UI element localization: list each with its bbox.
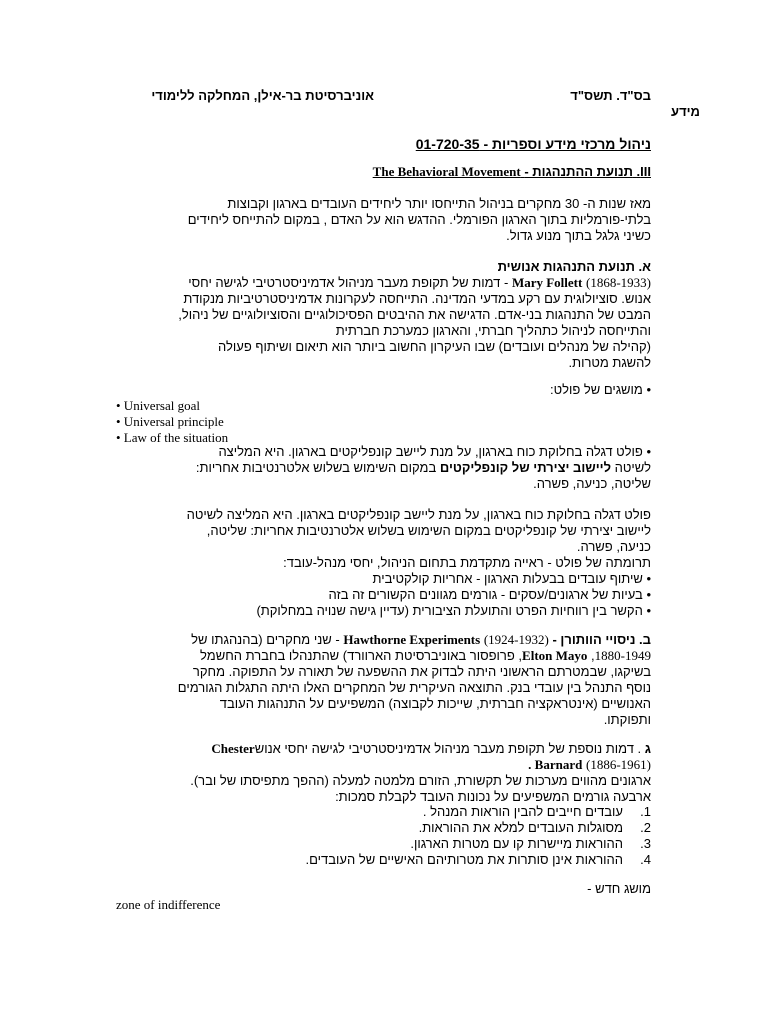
intro-line: בלתי-פורמליות בתוך הארגון הפורמלי. ההדגש הוא על האדם , במקום להתייחס ליחידים: [187, 212, 651, 227]
section-a-line: (קהילה של מנהלים ועובדים) שבו העיקרון החשוב ביותר הוא תיאום ושיתוף פעולה: [218, 339, 651, 354]
section-b-line: נוסף התנהל בין עובדי בנק. התוצאה העיקרית של המחקרים האלו היתה התגלות הגורמים: [177, 680, 651, 695]
follett-name: Mary Follett: [511, 275, 583, 290]
contrib-line: כניעה, פשרה.: [576, 539, 651, 554]
section-c: [116, 741, 651, 805]
section-3-heading-he: תנועת ההתנהגות -: [524, 164, 633, 179]
section-3-number: III.: [636, 164, 651, 179]
section-c-line: [116, 757, 651, 773]
follett-concepts-list: [116, 398, 416, 446]
contrib-line: • הקשר בין רווחיות הפרט והתועלת הציבורית (עדיין גישה שנויה במחלוקת): [256, 603, 651, 618]
section-b-line: ותפוקתו.: [603, 712, 651, 727]
list-text: ההוראות אינן סותרות את מטרותיהם האישיים של העובדים.: [305, 852, 623, 867]
conflict-line: • פולט דגלה בחלוקת כוח בארגון, על מנת ליישב קונפליקטים בארגון. היא המליצה: [218, 444, 651, 459]
conflict-line: [116, 460, 651, 476]
section-b-line: האנושיים (אינטראקציה חברתית, שייכות לקבוצה) המשפיעים על התנהגות העובד: [219, 696, 651, 711]
hawthorne-text: - שני מחקרים (בהנהגתו של: [191, 632, 340, 647]
authority-factors-list: [200, 804, 651, 868]
list-text: מסוגלות העובדים למלא את ההוראות.: [418, 820, 623, 835]
section-a-title: א. תנועת התנהגות אנושית: [497, 259, 651, 274]
list-item: [200, 820, 651, 836]
course-title: ניהול מרכזי מידע וספריות - 01-720-35: [415, 136, 651, 152]
section-a-line: להשגת מטרות.: [568, 355, 651, 370]
conflict-emphasis: ליישוב יצירתי של קונפליקטים: [439, 460, 612, 475]
header-bsd: בס"ד. תשס"ד: [570, 88, 651, 103]
contrib-line: • שיתוף עובדים בבעלות הארגון - אחריות קולקטיבית: [372, 571, 651, 586]
list-number: 4.: [640, 852, 651, 867]
section-a-line: והתייחסה לניהול כתהליך חברתי, והארגון כמערכת חברתית: [335, 323, 651, 338]
follett-intro-text: - דמות של תקופת מעבר מניהול אדמיניסטרטיבי לגישה יחסי: [188, 275, 509, 290]
mayo-text: פרופסור באוניברסיטת הארוורד) שהתנהלו בחברת החשמל: [200, 648, 515, 663]
concept-item: • Universal principle: [116, 414, 224, 429]
header-university: אוניברסיטת בר-אילן, המחלקה ללימודי: [151, 88, 374, 103]
barnard-name: Barnard .: [528, 757, 583, 772]
follett-intro-line: [116, 275, 651, 291]
list-item: [200, 852, 651, 868]
section-a-line: המבט של התנהגות בני-אדם. הדגישה את ההיבטים הפסיכולוגיים והסוציולוגיים של ניהול,: [178, 307, 651, 322]
contrib-line: • בעיות של ארגונים/עסקים - גורמים מגוונים הקשורים זה בזה: [328, 587, 651, 602]
follett-contributions: [116, 507, 651, 619]
barnard-years: (1886-1961): [585, 757, 651, 772]
concept-item: • Universal goal: [116, 398, 200, 413]
section-c-line: ארבעה גורמים המשפיעים על נכונות העובד לקבלת סמכות:: [335, 789, 651, 804]
follett-conflict: [116, 444, 651, 492]
section-b-line: 1880-1949, Elton Mayo, פרופסור באוניברסיטת הארוורד) שהתנהלו בחברת החשמל: [200, 648, 651, 663]
list-number: 2.: [640, 820, 651, 835]
list-text: ההוראות מיישרות קו עם מטרות הארגון.: [410, 836, 623, 851]
list-number: 1.: [640, 804, 651, 819]
follett-years: (1868-1933): [585, 275, 651, 290]
intro-paragraph: [116, 196, 651, 244]
new-concept-label: מושג חדש -: [587, 881, 651, 896]
list-number: 3.: [640, 836, 651, 851]
contrib-line: ליישוב יצירתי של קונפליקטים במקום השימוש בשלוש אלטרנטיבות אחריות: שליטה,: [206, 523, 651, 538]
list-text: עובדים חייבים להבין הוראות המנהל .: [422, 804, 623, 819]
list-item: [200, 836, 651, 852]
section-a-line: אנוש. סוציולוגית עם רקע במדעי המדינה. התייחסה לעקרונות אדמיניסטרטיביות מנקודת: [183, 291, 651, 306]
section-a: [116, 259, 651, 371]
intro-line: מאז שנות ה- 30 מחקרים בניהול התייחסו יותר ליחידים העובדים בארגון וקבוצות: [227, 196, 651, 211]
zone-of-indifference: zone of indifference: [116, 897, 221, 912]
follett-concepts-label: • מושגים של פולט:: [549, 382, 651, 397]
intro-line: כשיני גלגל בתוך מנוע גדול.: [506, 228, 651, 243]
section-b-title: ב. ניסויי הוותורן -: [552, 632, 651, 647]
section-c-label: ג: [644, 741, 651, 756]
mayo-years: 1880-1949: [594, 648, 651, 663]
section-b-line: בשיקגו, שבמטרתם הראשוני היתה לבדוק את ההשפעה של תאורה על התפוקה. מחקר: [192, 664, 651, 679]
conflict-line: שליטה, כניעה, פשרה.: [533, 476, 651, 491]
hawthorne-name: Hawthorne Experiments: [343, 632, 481, 647]
section-c-text: . דמות נוספת של תקופת מעבר מניהול אדמיניסטרטיבי לגישה יחסי אנוש: [254, 741, 642, 756]
section-c-line: ארגונים מהווים מערכות של תקשורת, הזורם מלמטה למעלה (ההפך מתפיסתו של ובר).: [190, 773, 651, 788]
section-3-heading-en: The Behavioral Movement: [372, 164, 521, 179]
section-c-line: [116, 741, 651, 757]
list-item: [200, 804, 651, 820]
mayo-name: Elton Mayo: [522, 648, 588, 663]
header-department: מידע: [671, 104, 700, 119]
conflict-text: במקום השימוש בשלוש אלטרנטיבות אחריות:: [195, 460, 440, 475]
conflict-text: לשיטה: [611, 460, 651, 475]
hawthorne-years: (1924-1932): [483, 632, 549, 647]
section-3-heading: [300, 164, 651, 180]
chester-name: Chester: [211, 741, 255, 756]
concept-item: • Law of the situation: [116, 430, 229, 445]
section-b-line: [116, 632, 651, 648]
contrib-line: תרומתה של פולט - ראייה מתקדמת בתחום הניהול, יחסי מנהל-עובד:: [283, 555, 651, 570]
contrib-line: פולט דגלה בחלוקת כוח בארגון, על מנת ליישב קונפליקטים בארגון. היא המליצה לשיטה: [186, 507, 651, 522]
section-b: [116, 632, 651, 728]
